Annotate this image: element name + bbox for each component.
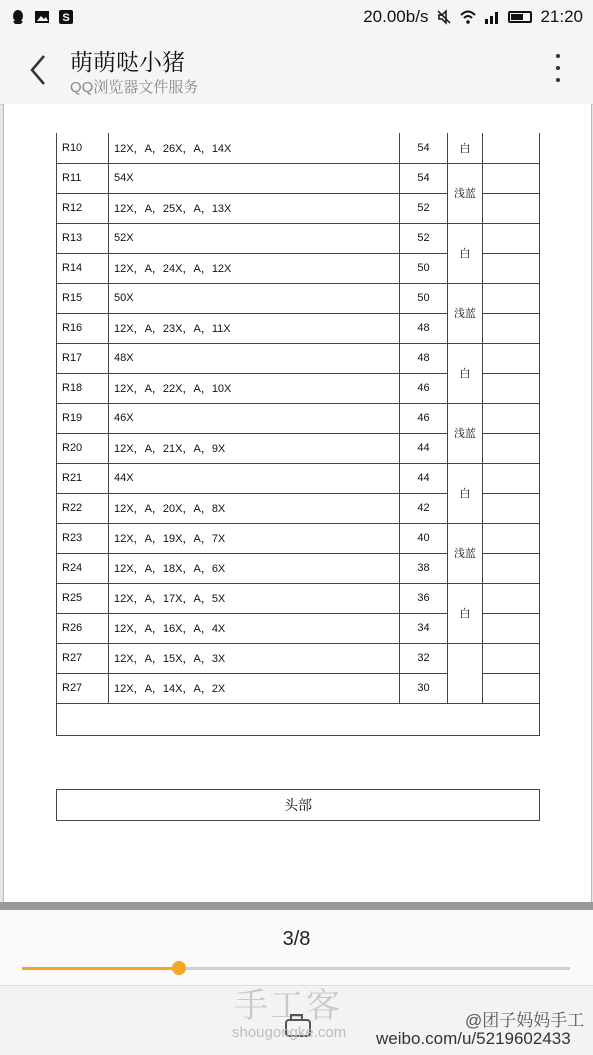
weibo-url-watermark: weibo.com/u/5219602433 (376, 1029, 571, 1048)
extra-cell (483, 463, 540, 493)
site-watermark: 手工客 (234, 987, 342, 1025)
site-url-watermark: shougongke.com (232, 1024, 347, 1041)
stitch-count-cell: 40 (400, 523, 448, 553)
extra-cell (483, 373, 540, 403)
battery-icon (508, 11, 532, 23)
instruction-cell: 12X，A，16X，A，4X (109, 613, 400, 643)
page-slider[interactable] (22, 967, 570, 970)
stitch-count-cell: 32 (400, 643, 448, 673)
table-row (57, 283, 540, 313)
color-cell: 浅蓝 (448, 523, 483, 583)
stitch-count-cell: 48 (400, 343, 448, 373)
network-speed: 20.00b/s (363, 7, 429, 26)
status-left-icons (10, 9, 74, 25)
extra-cell (483, 163, 540, 193)
color-cell: 浅蓝 (448, 403, 483, 463)
page-indicator: 3/8 (282, 928, 311, 950)
color-cell: 浅蓝 (448, 283, 483, 343)
table-row (57, 643, 540, 673)
extra-cell (483, 343, 540, 373)
wifi-icon (460, 9, 476, 25)
extra-cell (483, 433, 540, 463)
signal-icon (484, 9, 500, 25)
stitch-count-cell: 36 (400, 583, 448, 613)
qq-icon (10, 9, 26, 25)
instruction-cell: 12X，A，17X，A，5X (109, 583, 400, 613)
table-row (57, 163, 540, 193)
instruction-cell: 50X (109, 283, 400, 313)
status-right (363, 7, 583, 27)
color-cell: 白 (448, 583, 483, 643)
blank-cell (57, 703, 540, 735)
extra-cell (483, 673, 540, 703)
stitch-count-cell: 52 (400, 223, 448, 253)
row-number-cell: R17 (57, 343, 109, 373)
stitch-count-cell: 38 (400, 553, 448, 583)
color-cell: 白 (448, 223, 483, 283)
row-number-cell: R20 (57, 433, 109, 463)
stitch-count-cell: 34 (400, 613, 448, 643)
row-number-cell: R12 (57, 193, 109, 223)
extra-cell (483, 193, 540, 223)
weibo-name-watermark: @团子妈妈手工 (465, 1011, 585, 1030)
row-number-cell: R21 (57, 463, 109, 493)
instruction-cell: 12X，A，25X，A，13X (109, 193, 400, 223)
extra-cell (483, 253, 540, 283)
instruction-cell: 12X，A，26X，A，14X (109, 133, 400, 163)
back-arrow-icon[interactable] (22, 50, 56, 90)
extra-cell (483, 403, 540, 433)
row-number-cell: R26 (57, 613, 109, 643)
stitch-count-cell: 52 (400, 193, 448, 223)
color-cell (448, 643, 483, 703)
extra-cell (483, 133, 540, 163)
color-cell: 白 (448, 133, 483, 163)
stitch-count-cell: 48 (400, 313, 448, 343)
instruction-cell: 54X (109, 163, 400, 193)
table-row (57, 403, 540, 433)
instruction-cell: 48X (109, 343, 400, 373)
instruction-cell: 12X，A，21X，A，9X (109, 433, 400, 463)
extra-cell (483, 493, 540, 523)
extra-cell (483, 583, 540, 613)
page-separator (0, 902, 593, 910)
stitch-count-cell: 44 (400, 433, 448, 463)
document-page[interactable] (3, 104, 592, 902)
status-bar (0, 0, 593, 34)
table-row (57, 133, 540, 163)
stitch-count-cell: 30 (400, 673, 448, 703)
stitch-count-cell: 46 (400, 373, 448, 403)
stitch-count-cell: 54 (400, 163, 448, 193)
instruction-cell: 12X，A，19X，A，7X (109, 523, 400, 553)
instruction-cell: 52X (109, 223, 400, 253)
extra-cell (483, 643, 540, 673)
extra-cell (483, 223, 540, 253)
row-number-cell: R19 (57, 403, 109, 433)
table-row (57, 223, 540, 253)
clock: 21:20 (540, 7, 583, 26)
color-cell: 浅蓝 (448, 163, 483, 223)
row-number-cell: R22 (57, 493, 109, 523)
page-slider-thumb[interactable] (172, 961, 186, 975)
color-cell: 白 (448, 463, 483, 523)
row-number-cell: R11 (57, 163, 109, 193)
page-subtitle: QQ浏览器文件服务 (70, 79, 199, 96)
stitch-count-cell: 54 (400, 133, 448, 163)
table-row (57, 463, 540, 493)
instruction-cell: 12X，A，23X，A，11X (109, 313, 400, 343)
page-navigator (0, 910, 593, 1054)
instruction-cell: 44X (109, 463, 400, 493)
svg-text:S: S (62, 12, 70, 24)
image-icon (34, 9, 50, 25)
mute-icon (436, 9, 452, 25)
row-number-cell: R18 (57, 373, 109, 403)
instruction-cell: 12X，A，15X，A，3X (109, 643, 400, 673)
page-title: 萌萌哒小猪 (70, 49, 185, 75)
extra-cell (483, 553, 540, 583)
table-row (57, 343, 540, 373)
stitch-count-cell: 50 (400, 253, 448, 283)
row-number-cell: R24 (57, 553, 109, 583)
row-number-cell: R23 (57, 523, 109, 553)
color-cell: 白 (448, 343, 483, 403)
app-header (0, 34, 593, 105)
instruction-cell: 12X，A，18X，A，6X (109, 553, 400, 583)
stitch-count-cell: 46 (400, 403, 448, 433)
row-number-cell: R25 (57, 583, 109, 613)
page-slider-fill (22, 967, 179, 970)
row-number-cell: R16 (57, 313, 109, 343)
instruction-cell: 12X，A，14X，A，2X (109, 673, 400, 703)
row-number-cell: R15 (57, 283, 109, 313)
instruction-cell: 12X，A，22X，A，10X (109, 373, 400, 403)
stitch-count-cell: 50 (400, 283, 448, 313)
extra-cell (483, 313, 540, 343)
row-number-cell: R13 (57, 223, 109, 253)
section-head-label: 头部 (56, 789, 540, 821)
blank-row (57, 703, 540, 735)
row-number-cell: R10 (57, 133, 109, 163)
instruction-cell: 12X，A，24X，A，12X (109, 253, 400, 283)
extra-cell (483, 613, 540, 643)
extra-cell (483, 283, 540, 313)
row-number-cell: R14 (57, 253, 109, 283)
row-number-cell: R27 (57, 643, 109, 673)
instruction-cell: 12X，A，20X，A，8X (109, 493, 400, 523)
pattern-table (56, 133, 540, 736)
table-row (57, 583, 540, 613)
row-number-cell: R27 (57, 673, 109, 703)
stitch-count-cell: 42 (400, 493, 448, 523)
s-icon (58, 9, 74, 25)
instruction-cell: 46X (109, 403, 400, 433)
extra-cell (483, 523, 540, 553)
stitch-count-cell: 44 (400, 463, 448, 493)
table-row (57, 523, 540, 553)
more-menu-icon[interactable] (553, 54, 563, 86)
